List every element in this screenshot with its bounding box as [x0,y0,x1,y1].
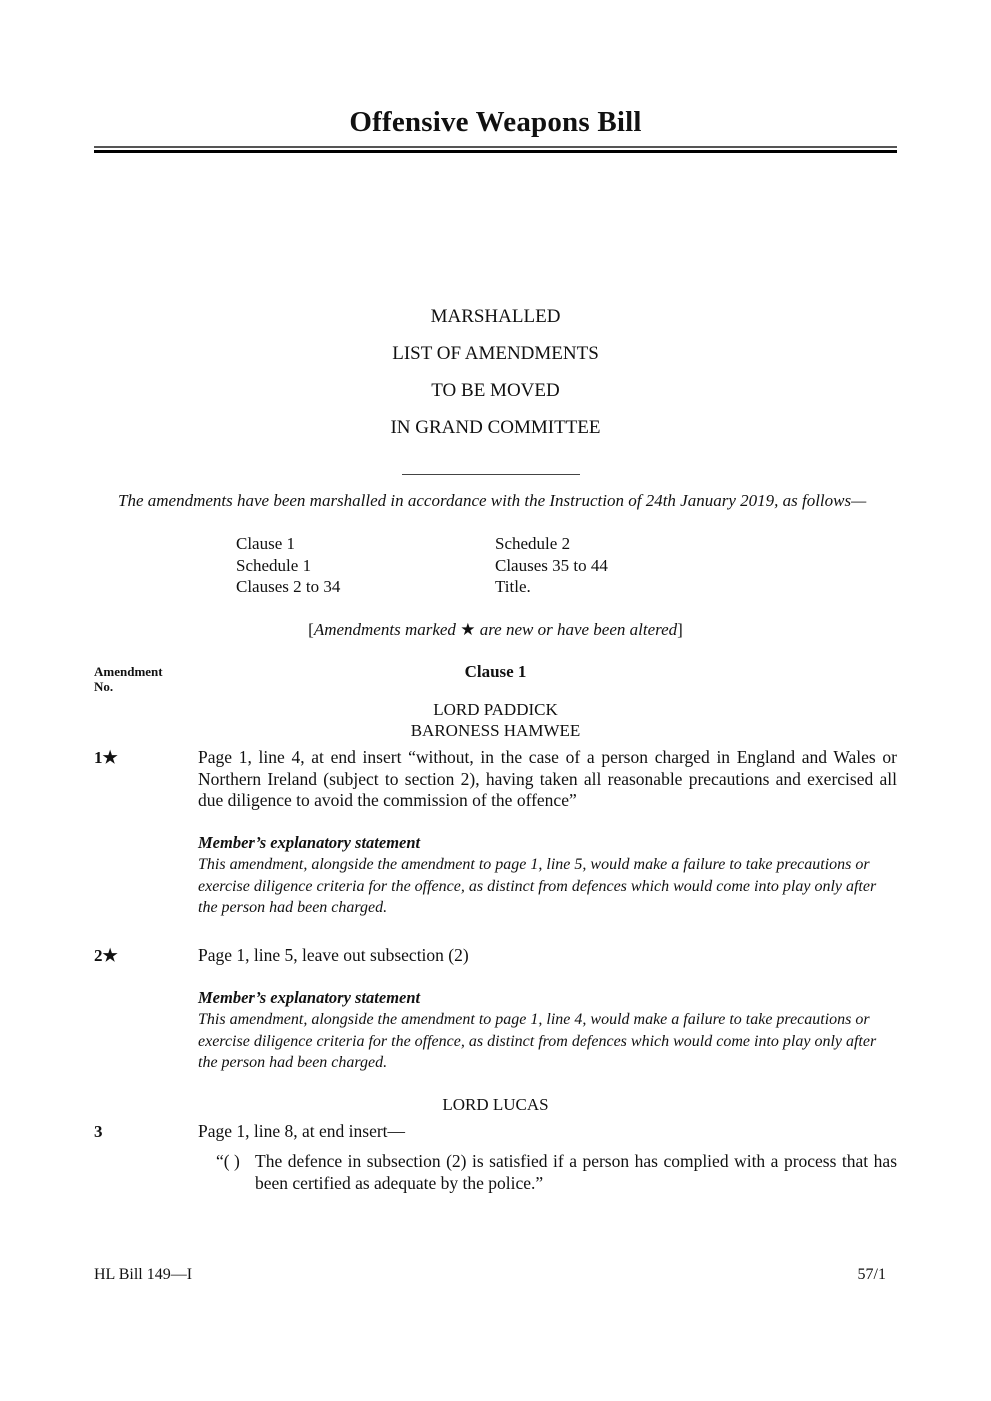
heading-line-2: LIST OF AMENDMENTS [392,343,599,364]
order-list-right [495,533,608,598]
section-divider [402,474,580,475]
explanatory-statement-title: Member’s explanatory statement [198,833,421,852]
explanatory-statement-body: This amendment, alongside the amendment to page 1, line 4, would make a failure to take precautions or exercise diligence criteria for the offence, as distinct from defences which would come into play only after the person had been charged. [198,1011,877,1071]
heading-line-3: TO BE MOVED [431,380,560,401]
page-reference: 57/1 [857,1266,886,1283]
subsection-marker: “( ) [216,1151,240,1171]
subsection-text: The defence in subsection (2) is satisfied if a person has complied with a process that has been certified as adequate by the police.” [255,1151,897,1193]
order-list-left [236,533,340,598]
order-item: Schedule 2 [495,534,571,553]
order-item: Clause 1 [236,534,296,553]
amendment-text: Page 1, line 4, at end insert “without, in the case of a person charged in England and Wales or Northern Ireland (subject to section 2), having taken all reasonable precautions and exercised all due diligence to avoid the commission of the offence” [198,747,897,810]
amendment-number: 1★ [94,748,118,767]
intro-paragraph: The amendments have been marshalled in accordance with the Instruction of 24th January 2019, as follows— [118,491,867,510]
amendment-text: Page 1, line 5, leave out subsection (2) [198,945,469,965]
order-item: Schedule 1 [236,555,312,575]
explanatory-statement-body: This amendment, alongside the amendment to page 1, line 5, would make a failure to take precautions or exercise diligence criteria for the offence, as distinct from defences which would come into play only after the person had been charged. [198,856,877,916]
member-name: LORD LUCAS [442,1095,549,1114]
amendment-number-header: Amendment No. [94,664,163,694]
order-item: Title. [495,577,531,596]
bill-reference: HL Bill 149—I [94,1266,193,1283]
amendment-text: Page 1, line 8, at end insert— [198,1121,406,1141]
heading-line-1: MARSHALLED [430,306,561,327]
title-rule-thin [94,146,897,148]
title-rule-thick [94,150,897,153]
order-item: Clauses 35 to 44 [495,555,608,575]
bill-title: Offensive Weapons Bill [349,106,642,138]
explanatory-statement-title: Member’s explanatory statement [198,988,421,1007]
star-icon: ★ [460,620,476,639]
amendment-number: 3 [94,1122,103,1141]
order-item: Clauses 2 to 34 [236,577,341,596]
star-note: [Amendments marked ★ are new or have been altered] [308,620,683,639]
clause-heading: Clause 1 [464,662,527,681]
amendment-number: 2★ [94,946,118,965]
heading-line-4: IN GRAND COMMITTEE [390,417,601,438]
member-name: LORD PADDICK [433,700,558,719]
member-name: BARONESS HAMWEE [410,721,581,740]
